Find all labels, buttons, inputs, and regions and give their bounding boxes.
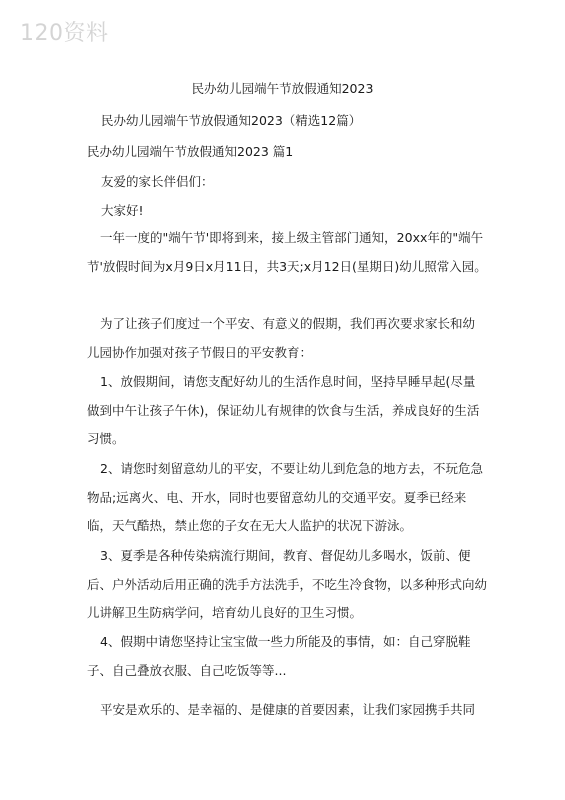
greeting: 大家好! [101, 203, 144, 218]
paragraph-item-1: 1、放假期间，请您支配好幼儿的生活作息时间，坚持早睡早起(尽量做到中午让孩子午休)，保证幼儿有规律的饮食与生活，养成良好的生活习惯。 [87, 374, 480, 446]
paragraph-closing: 平安是欢乐的、是幸福的、是健康的首要因素，让我们家园携手共同 [100, 702, 476, 717]
paragraph-item-4: 4、假期中请您坚持让宝宝做一些力所能及的事情，如：自己穿脱鞋子、自己叠放衣服、自己吃饭等等... [87, 634, 471, 678]
paragraph-safety-intro: 为了让孩子们度过一个平安、有意义的假期，我们再次要求家长和幼儿园协作加强对孩子节假日的平安教育： [87, 316, 476, 360]
paragraph-item-2: 2、请您时刻留意幼儿的平安，不要让幼儿到危急的地方去，不玩危急物品;远离火、电、开水，同时也要留意幼儿的交通平安。夏季已经来临，天气酷热，禁止您的子女在无大人监护的状况下游泳。 [87, 461, 483, 533]
watermark: 120资料 [20, 21, 109, 46]
salutation: 友爱的家长伴侣们： [101, 174, 214, 189]
section-heading: 民办幼儿园端午节放假通知2023 篇1 [87, 144, 294, 159]
document-subtitle: 民办幼儿园端午节放假通知2023（精选12篇） [101, 113, 362, 128]
document-title: 民办幼儿园端午节放假通知2023 [191, 81, 374, 96]
paragraph-holiday-dates: 一年一度的"端午节'即将到来，接上级主管部门通知，20xx年的"端午节'放假时间为x月9日x月11日，共3天;x月12日(星期日)幼儿照常入园。 [87, 230, 487, 274]
paragraph-item-3: 3、夏季是各种传染病流行期间，教育、督促幼儿多喝水，饭前、便后、户外活动后用正确的洗手方法洗手，不吃生冷食物，以多种形式向幼儿讲解卫生防病学问，培育幼儿良好的卫生习惯。 [87, 548, 488, 620]
